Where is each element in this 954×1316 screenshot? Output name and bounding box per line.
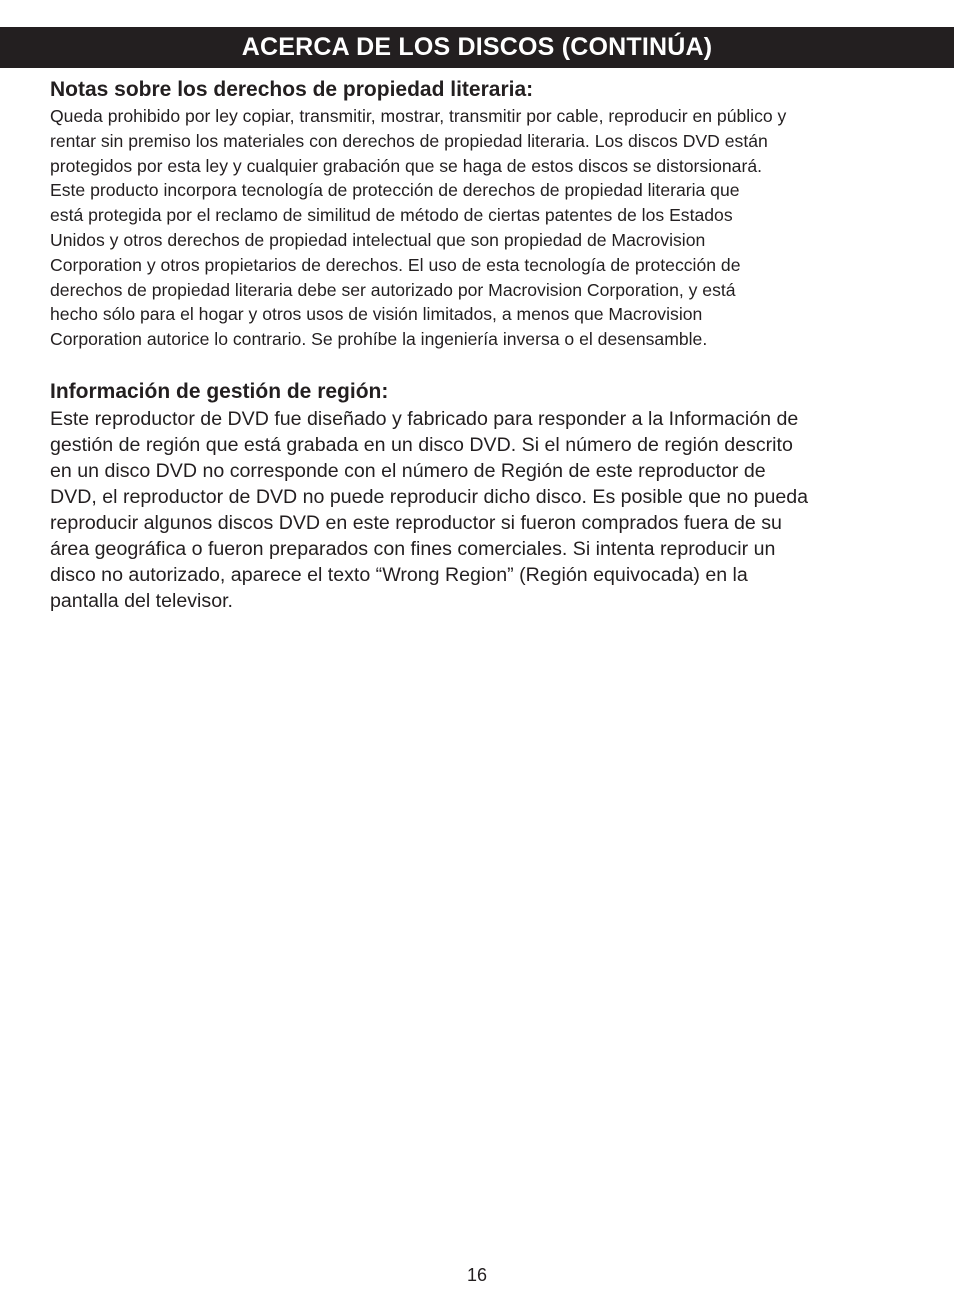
page-number: 16 [466, 1265, 488, 1285]
paragraph-line: área geográfica o fueron preparados con fines comerciales. Si intenta reproducir un [50, 538, 776, 560]
paragraph-line: rentar sin premiso los materiales con derechos de propiedad literaria. Los discos DVD están [50, 130, 768, 151]
paragraph-line: Unidos y otros derechos de propiedad intelectual que son propiedad de Macrovision [50, 229, 706, 250]
paragraph-line: está protegida por el reclamo de similitud de método de ciertas patentes de los Estados [50, 205, 733, 226]
copyright-notes-paragraph [50, 104, 910, 352]
paragraph-line: Este producto incorpora tecnología de protección de derechos de propiedad literaria que [50, 180, 740, 201]
paragraph-line: Corporation y otros propietarios de derechos. El uso de esta tecnología de protección de [50, 254, 741, 275]
paragraph-line: Este reproductor de DVD fue diseñado y fabricado para responder a la Información de [50, 408, 799, 430]
region-management-heading: Información de gestión de región: [50, 380, 389, 403]
paragraph-line: pantalla del televisor. [50, 590, 233, 612]
copyright-notes-section [50, 76, 910, 352]
paragraph-line: disco no autorizado, aparece el texto “Wrong Region” (Región equivocada) en la [50, 564, 748, 586]
page-header-bar [0, 27, 954, 68]
paragraph-line: DVD, el reproductor de DVD no puede reproducir dicho disco. Es posible que no pueda [50, 486, 809, 508]
paragraph-line: en un disco DVD no corresponde con el número de Región de este reproductor de [50, 460, 766, 482]
region-management-paragraph [50, 406, 910, 614]
paragraph-line: reproducir algunos discos DVD en este reproductor si fueron comprados fuera de su [50, 512, 782, 534]
paragraph-line: Queda prohibido por ley copiar, transmitir, mostrar, transmitir por cable, reproducir en público y [50, 106, 787, 126]
paragraph-line: hecho sólo para el hogar y otros usos de visión limitados, a menos que Macrovision [50, 304, 703, 325]
paragraph-line: protegidos por esta ley y cualquier grabación que se haga de estos discos se distorsionará. [50, 155, 762, 176]
paragraph-line: Corporation autorice lo contrario. Se prohíbe la ingeniería inversa o el desensamble. [50, 329, 708, 350]
paragraph-line: derechos de propiedad literaria debe ser autorizado por Macrovision Corporation, y está [50, 279, 736, 300]
region-management-section [50, 378, 910, 614]
page-title: ACERCA DE LOS DISCOS (CONTINÚA) [241, 33, 713, 61]
paragraph-line: gestión de región que está grabada en un disco DVD. Si el número de región descrito [50, 434, 793, 456]
copyright-notes-heading: Notas sobre los derechos de propiedad literaria: [50, 78, 534, 101]
